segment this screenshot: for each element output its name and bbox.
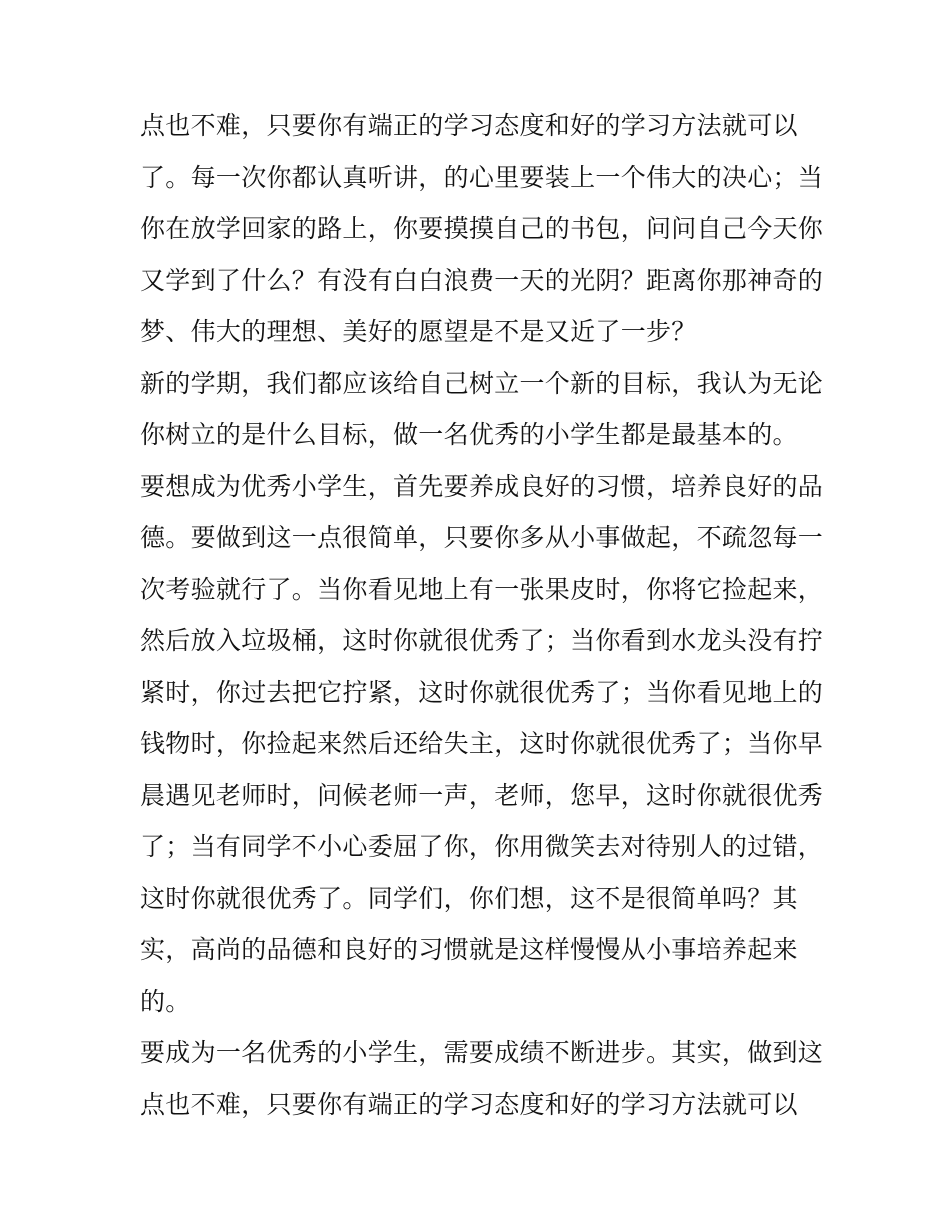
text-line: 了；当有同学不小心委屈了你，你用微笑去对待别人的过错，	[140, 832, 824, 861]
text-line: 晨遇见老师时，问候老师一声，老师，您早，这时你就很优秀	[140, 780, 824, 810]
text-line: 你在放学回家的路上，你要摸摸自己的书包，问问自己今天你	[140, 214, 824, 243]
text-line: 了。每一次你都认真听讲，的心里要装上一个伟大的决心；当	[140, 162, 824, 192]
document-body	[140, 100, 824, 1130]
text-line: 点也不难，只要你有端正的学习态度和好的学习方法就可以	[140, 1089, 798, 1119]
text-line: 实，高尚的品德和良好的习惯就是这样慢慢从小事培养起来	[140, 935, 798, 964]
text-line: 紧时，你过去把它拧紧，这时你就很优秀了；当你看见地上的	[140, 677, 824, 707]
text-line: 然后放入垃圾桶，这时你就很优秀了；当你看到水龙头没有拧	[140, 626, 824, 655]
text-line: 梦、伟大的理想、美好的愿望是不是又近了一步？	[140, 317, 697, 346]
text-line: 点也不难，只要你有端正的学习态度和好的学习方法就可以	[140, 111, 798, 140]
text-line: 钱物时，你捡起来然后还给失主，这时你就很优秀了；当你早	[140, 729, 824, 758]
text-line: 要成为一名优秀的小学生，需要成绩不断进步。其实，做到这	[140, 1038, 824, 1067]
text-line: 次考验就行了。当你看见地上有一张果皮时，你将它捡起来，	[140, 574, 824, 604]
text-line: 要想成为优秀小学生，首先要养成良好的习惯，培养良好的品	[140, 471, 824, 501]
text-line: 的。	[140, 986, 191, 1016]
text-line: 又学到了什么？有没有白白浪费一天的光阴？距离你那神奇的	[140, 265, 824, 295]
text-line: 德。要做到这一点很简单，只要你多从小事做起，不疏忽每一	[140, 523, 824, 552]
text-line: 你树立的是什么目标，做一名优秀的小学生都是最基本的。	[140, 420, 798, 449]
text-line: 新的学期，我们都应该给自己树立一个新的目标，我认为无论	[140, 368, 824, 398]
text-line: 这时你就很优秀了。同学们，你们想，这不是很简单吗？其	[140, 883, 798, 913]
